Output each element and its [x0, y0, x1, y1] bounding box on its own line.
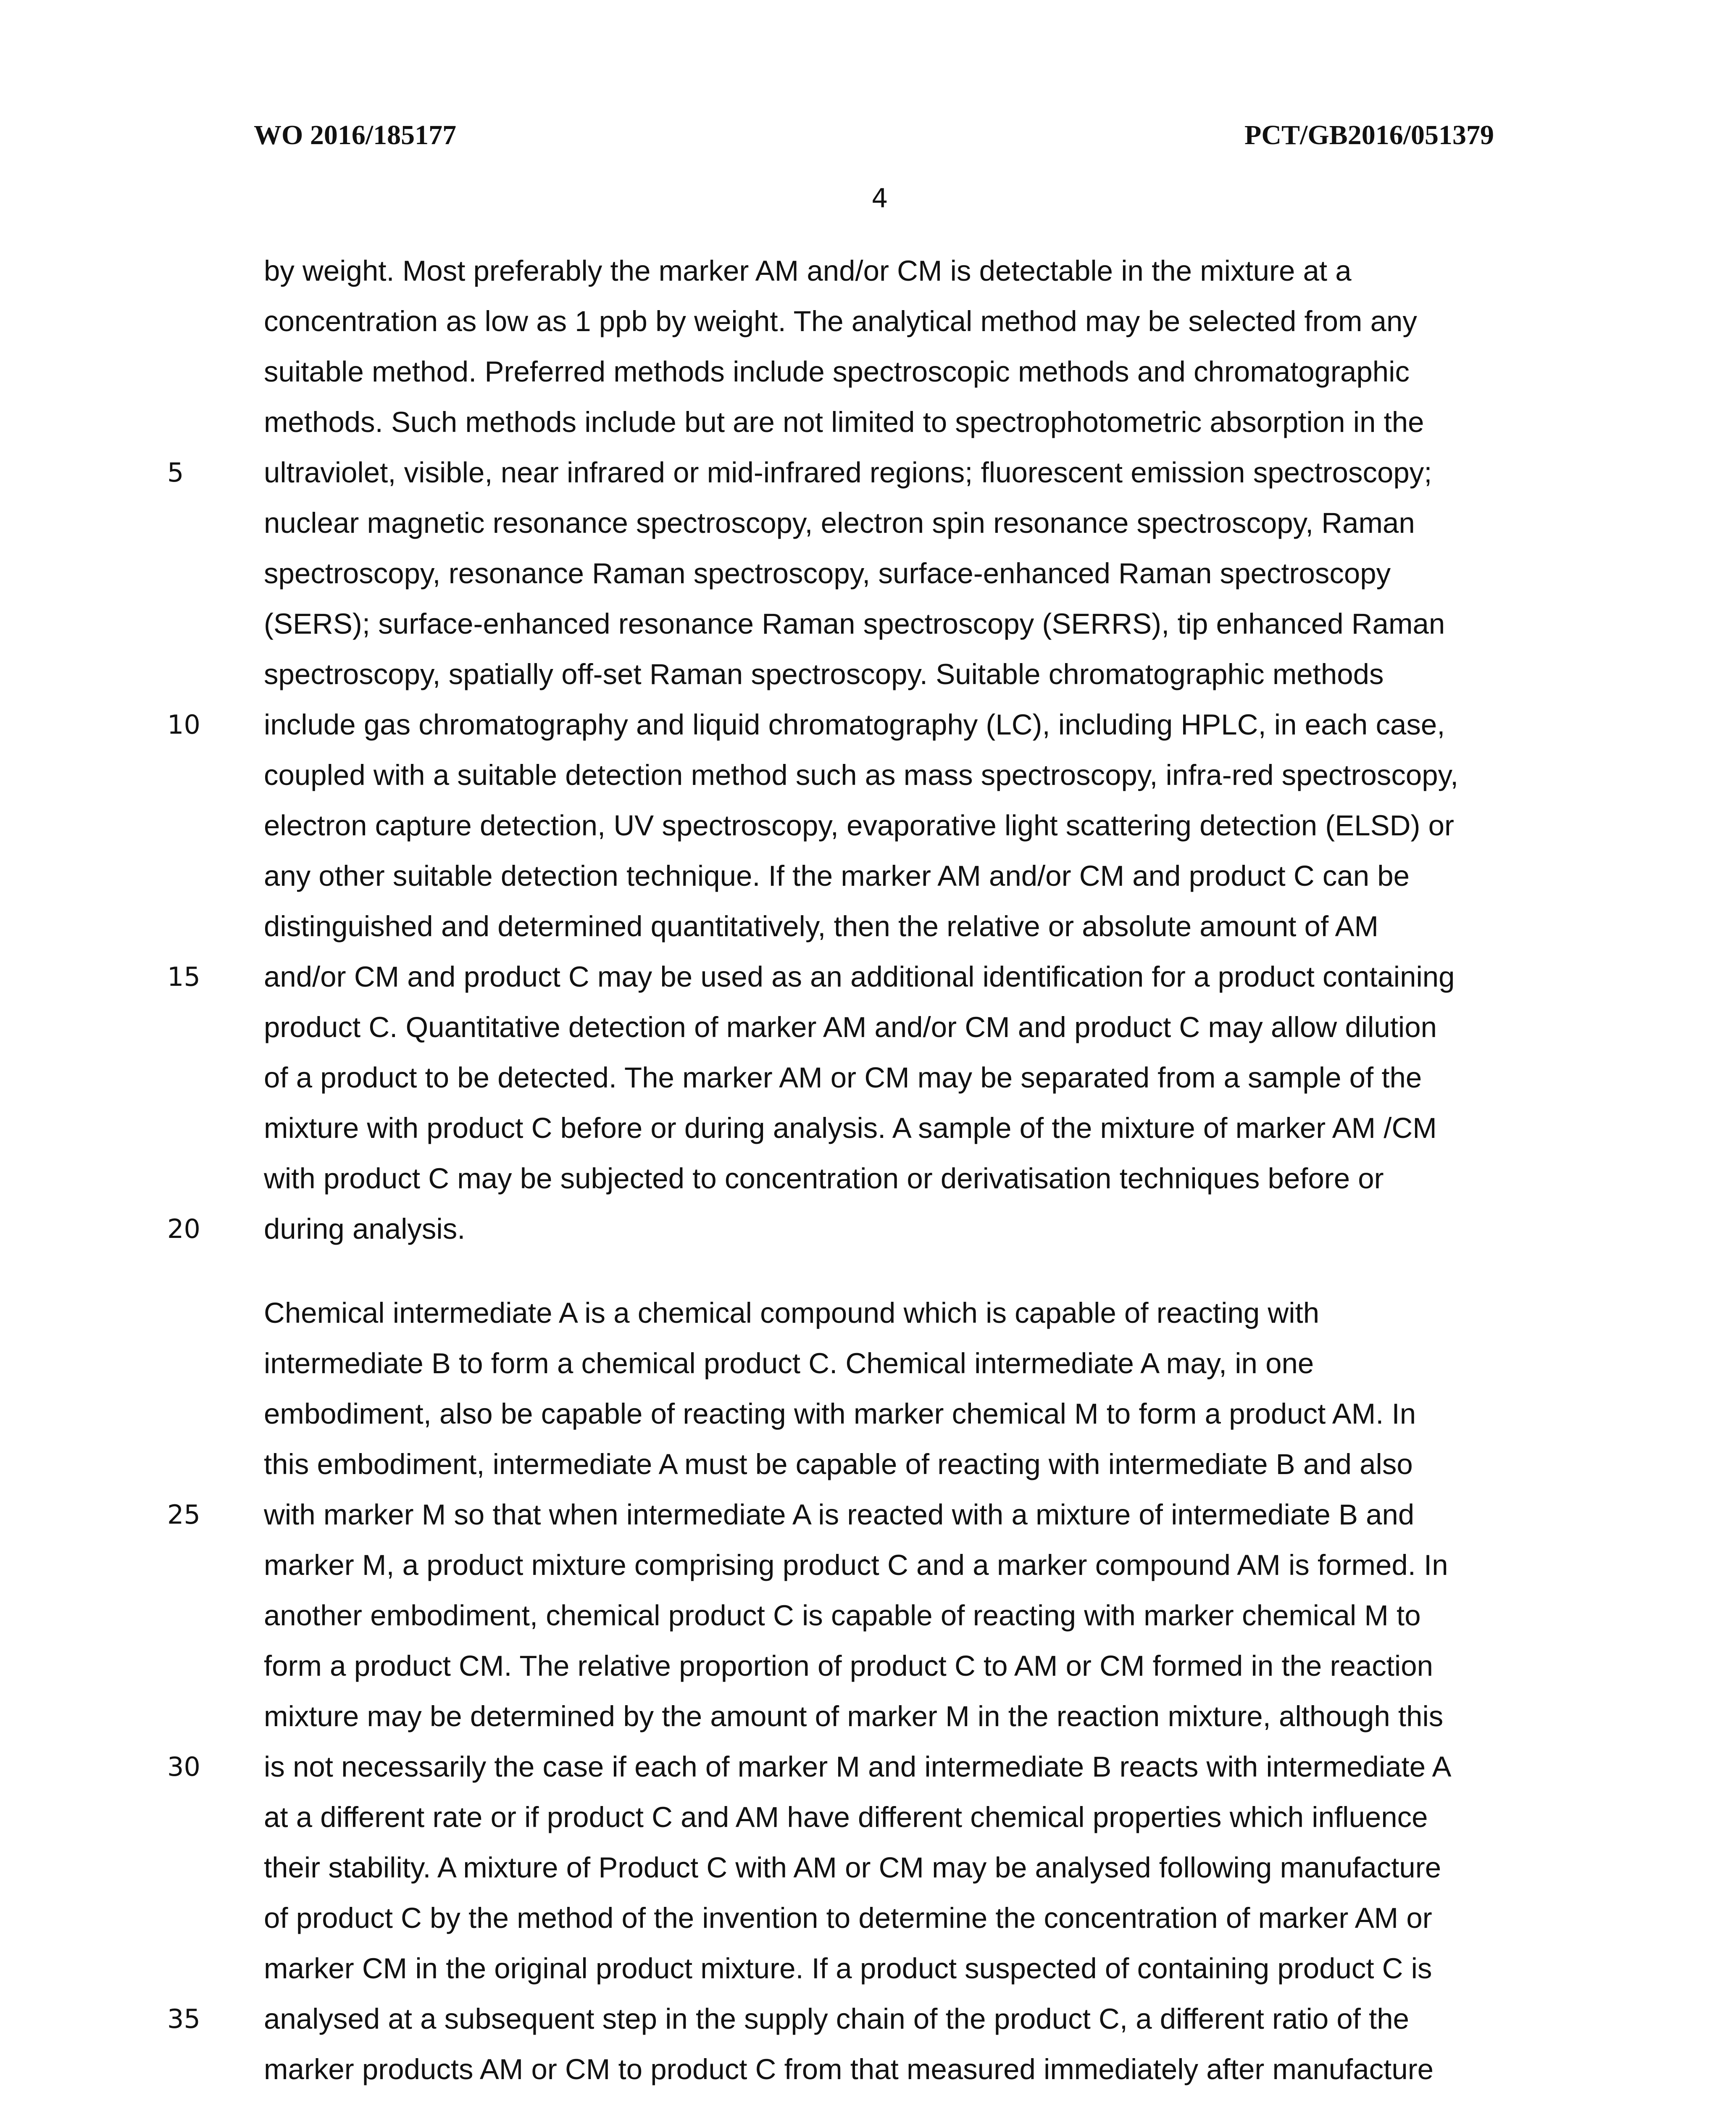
line-number: 20 [167, 1214, 200, 1244]
application-number: PCT/GB2016/051379 [1244, 120, 1494, 150]
text-line: and/or CM and product C may be used as an additional identification for a product containing [264, 961, 1455, 993]
text-line: Chemical intermediate A is a chemical compound which is capable of reacting with [264, 1297, 1320, 1329]
text-line: embodiment, also be capable of reacting with marker chemical M to form a product AM. In [264, 1398, 1416, 1430]
text-line: analysed at a subsequent step in the supply chain of the product C, a different ratio of the [264, 2003, 1410, 2035]
text-line: spectroscopy, resonance Raman spectroscopy, surface-enhanced Raman spectroscopy [264, 557, 1391, 590]
text-line: (SERS); surface-enhanced resonance Raman spectroscopy (SERRS), tip enhanced Raman [264, 608, 1445, 640]
line-number: 10 [167, 709, 200, 740]
text-line: spectroscopy, spatially off-set Raman spectroscopy. Suitable chromatographic methods [264, 658, 1384, 690]
text-line: marker products AM or CM to product C from that measured immediately after manufacture [264, 2053, 1434, 2085]
text-line: their stability. A mixture of Product C with AM or CM may be analysed following manufacture [264, 1851, 1441, 1884]
text-line: at a different rate or if product C and AM have different chemical properties which influence [264, 1801, 1428, 1833]
text-line: of product C by the method of the invention to determine the concentration of marker AM or [264, 1902, 1432, 1934]
text-line: coupled with a suitable detection method such as mass spectroscopy, infra-red spectroscopy, [264, 759, 1459, 791]
text-line: mixture may be determined by the amount of marker M in the reaction mixture, although this [264, 1700, 1444, 1732]
text-line: mixture with product C before or during analysis. A sample of the mixture of marker AM /CM [264, 1112, 1437, 1144]
text-line: this embodiment, intermediate A must be capable of reacting with intermediate B and also [264, 1448, 1413, 1480]
text-line: of a product to be detected. The marker AM or CM may be separated from a sample of the [264, 1061, 1422, 1094]
text-line: form a product CM. The relative proportion of product C to AM or CM formed in the reaction [264, 1650, 1433, 1682]
text-line: is not necessarily the case if each of marker M and intermediate B reacts with intermediate A [264, 1751, 1452, 1783]
text-line: any other suitable detection technique. If the marker AM and/or CM and product C can be [264, 860, 1410, 892]
text-line: ultraviolet, visible, near infrared or mid-infrared regions; fluorescent emission spectroscopy; [264, 456, 1432, 489]
text-line: concentration as low as 1 ppb by weight. The analytical method may be selected from any [264, 305, 1417, 337]
text-line: distinguished and determined quantitatively, then the relative or absolute amount of AM [264, 910, 1379, 943]
text-line: suitable method. Preferred methods include spectroscopic methods and chromatographic [264, 355, 1410, 388]
text-line: marker M, a product mixture comprising product C and a marker compound AM is formed. In [264, 1549, 1448, 1581]
text-line: electron capture detection, UV spectroscopy, evaporative light scattering detection (ELSD) or [264, 809, 1455, 842]
line-number: 35 [167, 2004, 200, 2034]
text-line: with marker M so that when intermediate A is reacted with a mixture of intermediate B and [264, 1498, 1415, 1531]
text-line: another embodiment, chemical product C is capable of reacting with marker chemical M to [264, 1599, 1421, 1632]
line-number: 25 [167, 1499, 200, 1530]
text-line: with product C may be subjected to concentration or derivatisation techniques before or [264, 1162, 1384, 1195]
publication-number: WO 2016/185177 [254, 120, 457, 150]
text-line: include gas chromatography and liquid chromatography (LC), including HPLC, in each case, [264, 708, 1445, 741]
line-number: 5 [167, 457, 184, 488]
text-line: intermediate B to form a chemical product C. Chemical intermediate A may, in one [264, 1347, 1314, 1380]
text-line: methods. Such methods include but are not limited to spectrophotometric absorption in the [264, 406, 1424, 438]
text-line: marker CM in the original product mixture. If a product suspected of containing product C is [264, 1952, 1432, 1985]
text-line: nuclear magnetic resonance spectroscopy, electron spin resonance spectroscopy, Raman [264, 507, 1415, 539]
line-number: 15 [167, 961, 200, 992]
line-number: 30 [167, 1751, 200, 1782]
text-line: product C. Quantitative detection of marker AM and/or CM and product C may allow dilution [264, 1011, 1437, 1043]
page-number: 4 [871, 183, 888, 213]
text-line: during analysis. [264, 1213, 466, 1245]
text-line: by weight. Most preferably the marker AM and/or CM is detectable in the mixture at a [264, 255, 1352, 287]
